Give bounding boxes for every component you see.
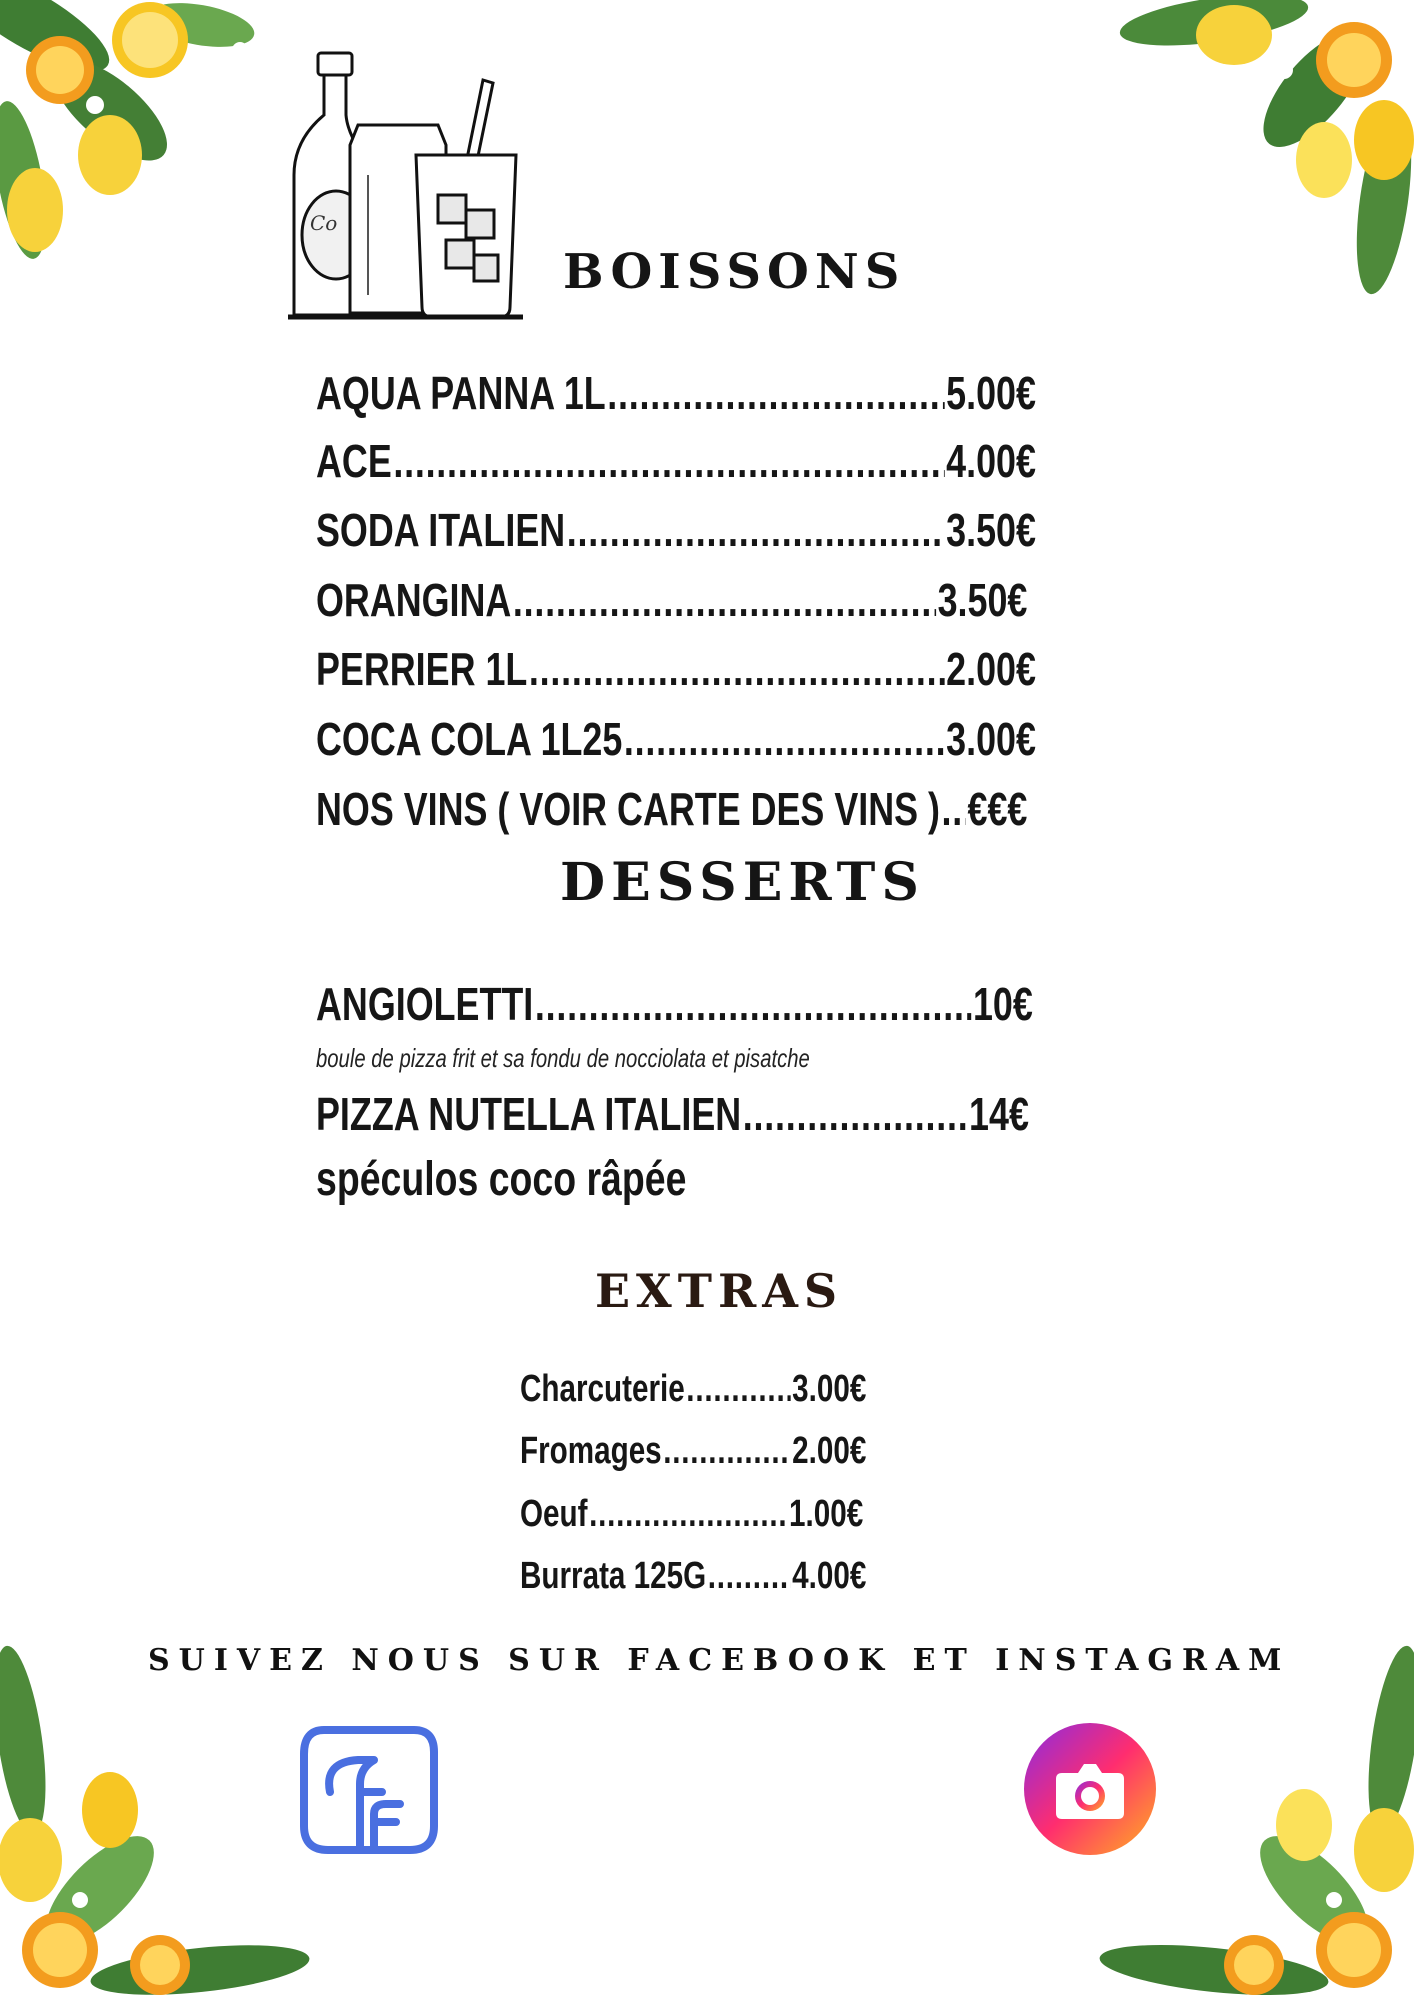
item-price: 4.00€ (792, 1555, 867, 1597)
item-name: ACE (316, 435, 392, 487)
section-title-desserts: DESSERTS (560, 852, 925, 913)
item-price: 2.00€ (946, 643, 1036, 695)
menu-item (520, 1553, 866, 1599)
item-name: Fromages (520, 1430, 662, 1472)
dot-leader (743, 1086, 968, 1142)
dot-leader (708, 1553, 791, 1599)
item-price: 2.00€ (792, 1430, 867, 1472)
dot-leader (393, 433, 944, 489)
menu-item (316, 711, 1036, 767)
dot-leader (942, 781, 966, 837)
item-name: SODA ITALIEN (316, 504, 566, 556)
item-price: 3.50€ (946, 504, 1036, 556)
dot-leader (513, 572, 936, 628)
dot-leader (589, 1491, 787, 1537)
menu-item (316, 365, 1036, 421)
item-name: NOS VINS ( VOIR CARTE DES VINS ) (316, 783, 940, 835)
item-name: Burrata 125G (520, 1555, 707, 1597)
item-price: 10€ (972, 978, 1033, 1030)
item-price: 14€ (969, 1088, 1029, 1140)
menu-item (316, 781, 1027, 837)
dot-leader (663, 1428, 790, 1474)
dot-leader (686, 1366, 790, 1412)
menu-item (316, 976, 1033, 1032)
dot-leader (607, 365, 944, 421)
item-name: Oeuf (520, 1493, 588, 1535)
dot-leader (535, 976, 972, 1032)
item-name: PERRIER 1L (316, 643, 528, 695)
menu-item (520, 1428, 866, 1474)
item-name: ANGIOLETTI (316, 978, 534, 1030)
item-price: 3.00€ (946, 713, 1036, 765)
svg-text:Co: Co (310, 211, 338, 235)
item-name: PIZZA NUTELLA ITALIEN (316, 1088, 742, 1140)
facebook-icon[interactable] (296, 1722, 441, 1857)
menu-item (520, 1491, 863, 1537)
instagram-icon[interactable] (1022, 1721, 1158, 1857)
item-name: AQUA PANNA 1L (316, 367, 606, 419)
menu-item (520, 1366, 866, 1412)
dot-leader (529, 641, 945, 697)
menu-item (316, 572, 1027, 628)
menu-item (316, 641, 1036, 697)
dot-leader (624, 711, 945, 767)
item-price: 1.00€ (789, 1493, 864, 1535)
menu-item (316, 502, 1036, 558)
item-name: ORANGINA (316, 574, 512, 626)
menu-item (316, 1086, 1029, 1142)
item-price: 5.00€ (946, 367, 1036, 419)
follow-us-text: SUIVEZ NOUS SUR FACEBOOK ET INSTAGRAM (148, 1643, 1291, 1678)
item-price: 3.50€ (937, 574, 1028, 626)
drinks-illustration (288, 45, 523, 325)
section-title-boissons: BOISSONS (563, 244, 906, 300)
item-price: €€€ (967, 783, 1028, 835)
item-price: 3.00€ (792, 1368, 867, 1410)
dot-leader (567, 502, 945, 558)
item-name: Charcuterie (520, 1368, 685, 1410)
item-name: COCA COLA 1L25 (316, 713, 623, 765)
item-description: boule de pizza frit et sa fondu de nocciolata et pisatche (316, 1043, 810, 1073)
section-title-extras: EXTRAS (595, 1264, 844, 1318)
lemon-decoration-top-right (1034, 0, 1414, 380)
menu-item (316, 433, 1036, 489)
item-description: spéculos coco râpée (316, 1153, 687, 1206)
item-price: 4.00€ (946, 435, 1036, 487)
